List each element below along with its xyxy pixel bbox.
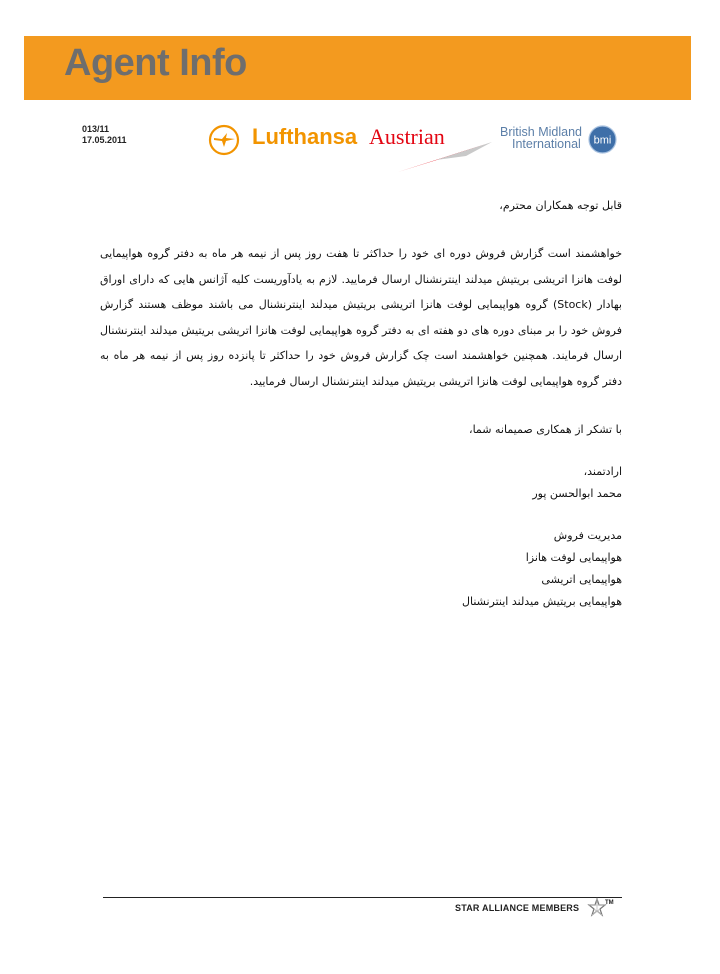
lufthansa-crane-icon (208, 124, 240, 156)
footer-divider (103, 897, 622, 898)
org-line: هواپیمایی لوفت هانزا (525, 550, 622, 564)
footer-brand: STAR ALLIANCE MEMBERS (455, 903, 580, 913)
bmi-badge-text: bmi (593, 134, 612, 147)
letter-regards: ارادتمند، (583, 464, 622, 478)
airline-logos (206, 116, 620, 176)
header-band (24, 36, 691, 100)
letter-signatory: محمد ابوالحسن پور (532, 486, 622, 500)
letter-paragraph: خواهشمند است گزارش فروش دوره ای خود را حداکثر تا هفت روز پس از نیمه هر ماه به دفتر گروه هواپیمایی لوفت هانزا اتریشی بریتیش میدلند اینترنشنال ارسال فرمایید. لازم به یادآوریست کلیه آژانس هایی که دارای اوراق بهادار (Stock) گروه هواپیمایی لوفت هانزا اتریشی بریتیش میدلند اینترنشنال می باشند موظف هستند گزارش فروش خود را بر مبنای دوره های دو هفته ای به دفتر گروه هواپیمایی لوفت هانزا اتریشی بریتیش میدلند اینترنشنال ارسال فرمایند. همچنین خواهشمند است چک گزارش فروش خود را حداکثر تا پانزده روز پس از نیمه هر ماه به دفتر گروه هواپیمایی لوفت هانزا اتریشی بریتیش میدلند اینترنشنال ارسال فرمایید. (100, 247, 622, 388)
star-alliance-icon (586, 896, 614, 918)
lufthansa-logo-text: Lufthansa (252, 124, 358, 149)
document-meta (82, 124, 127, 146)
org-line: مدیریت فروش (553, 528, 622, 542)
letter-closing: با تشکر از همکاری صمیمانه شما، (469, 422, 622, 436)
trademark-mark: TM (605, 900, 614, 906)
document-date: 17.05.2011 (82, 135, 127, 145)
org-line: هواپیمایی اتریشی (541, 572, 622, 586)
signatory-organization (100, 525, 622, 613)
bmi-logo-line1: British Midland (500, 125, 582, 139)
reference-number: 013/11 (82, 124, 110, 134)
letter-salutation: قابل توجه همکاران محترم، (499, 199, 622, 212)
bmi-logo-line2: International (512, 137, 581, 151)
org-line: هواپیمایی بریتیش میدلند اینترنشنال (462, 594, 622, 608)
bmi-badge-icon (588, 125, 617, 154)
bmi-logo-text (500, 126, 582, 150)
austrian-swoosh-icon (396, 134, 496, 174)
letter-body (100, 197, 622, 613)
page-title: Agent Info (64, 42, 247, 84)
austrian-logo-text: Austrian (369, 124, 445, 149)
